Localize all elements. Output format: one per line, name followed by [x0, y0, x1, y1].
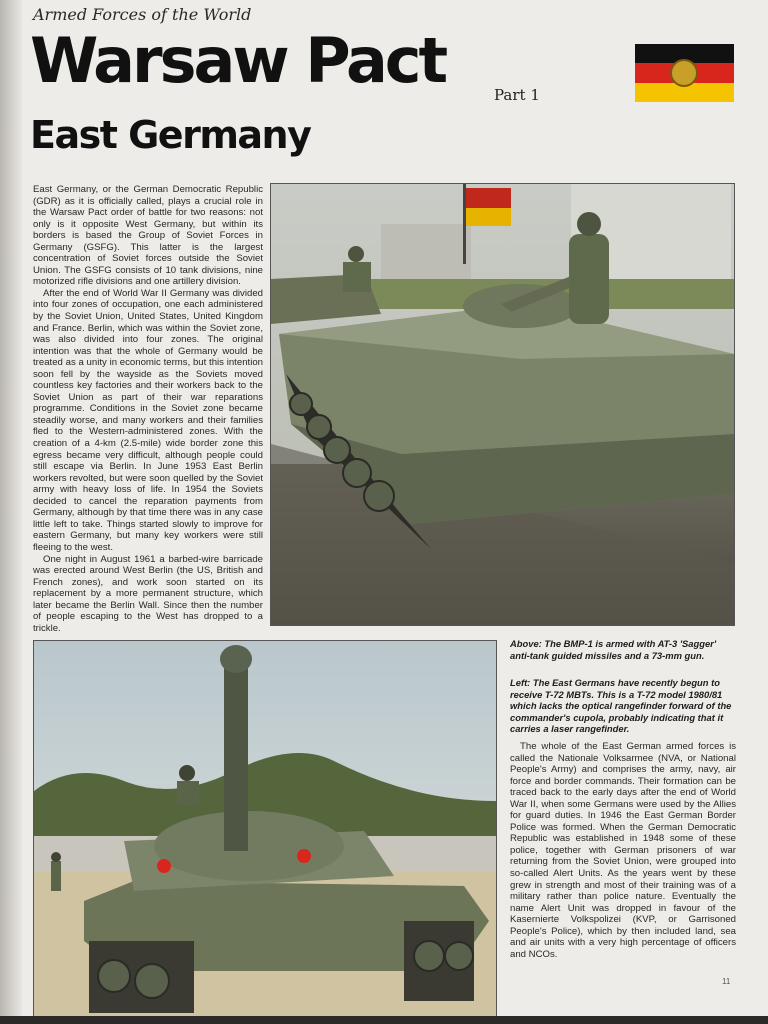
paragraph: After the end of World War II Germany was divided into four zones of occupation, one each administered by the Soviet Union, United States, United Kingdom and France. Berlin, which was within the Soviet zone, was also divided into four zones. The original intention was that the whole of Germany would be treated as a unity in economic terms, but this intention soon fell by the wayside as the Soviets moved countless key factories and their workers back to the Soviet Union as part of their war reparations programme. Conditions in the Soviet zone became steadily worse, and many workers and their families fled to the Western-administered zones. With the creation of a 4-km (2.5-mile) wide border zone this egress became very difficult, although people could still escape via Berlin. In June 1953 East Berlin workers revolted, but were soon quelled by the Soviet army with heavy loss of life. In 1954 the Soviets decided to cancel the reparation payments from Germany, although by that time there was in any case little left to take. Things started slowly to improve for eastern Germany, but many key workers were still fleeing to the west. — [33, 287, 263, 553]
caption-left: Left: The East Germans have recently begun to receive T-72 MBTs. This is a T-72 model 1980/81 which lacks the optical rangefinder forward of the commander's cupola, probably indicating that it carries a laser rangefinder. — [510, 677, 732, 734]
bottom-edge — [0, 1016, 768, 1024]
page-title: Warsaw Pact — [30, 24, 446, 97]
t-72-photo — [33, 640, 497, 1018]
series-title: Armed Forces of the World — [33, 5, 252, 24]
state-emblem-icon — [670, 59, 698, 87]
caption-above: Above: The BMP-1 is armed with AT-3 'Sagger' anti-tank guided missiles and a 73-mm gun. — [510, 638, 717, 661]
page-subtitle: East Germany — [30, 113, 311, 157]
paragraph: The whole of the East German armed forces is called the Nationale Volksarmee (NVA, or National People's Army) and comprises the army, navy, air force and border commands. Their formation can be traced back to the early days after the end of World War II, when some Germans were used by the Allies for guard duties. In 1946 the East German Border Police was formed. When the German Democratic Republic was established in 1948 some of these police, together with German prisoners of war returning from the Soviet Union, were grouped into so-called Alert Units. As the years went by these grew in strength and most of their training was of a military rather than police nature. Eventually the name Alert Unit was dropped in favour of the Kasernierte Volkspolizei (KVP, or Garrisoned People's Police), which by then included land, sea and air units with a very high percentage of officers and NCOs. — [510, 741, 736, 960]
bmp-1-photo — [270, 183, 735, 626]
east-germany-flag-icon — [635, 44, 734, 102]
page-number: 11 — [722, 977, 731, 986]
page-gutter — [0, 0, 22, 1024]
paragraph: East Germany, or the German Democratic Republic (GDR) as it is officially called, plays a crucial role in the Warsaw Pact order of battle for two reasons: not only is it opposite West Germany, but within its borders is based the Group of Soviet Forces in Germany (GSFG). This latter is the largest concentration of Soviet forces outside the Soviet Union. The GSFG consists of 10 tank divisions, nine motorized rifle divisions and one artillery division. — [33, 184, 263, 288]
part-label: Part 1 — [494, 86, 540, 104]
article-column-3 — [510, 741, 736, 960]
paragraph: One night in August 1961 a barbed-wire barricade was erected around West Berlin (the US, British and French zones), and work soon started on its replacement by a more permanent structure, which later became the Berlin Wall. Since then the number of people escaping to the West has dropped to a trickle. — [33, 553, 263, 634]
article-column-1 — [33, 184, 263, 634]
